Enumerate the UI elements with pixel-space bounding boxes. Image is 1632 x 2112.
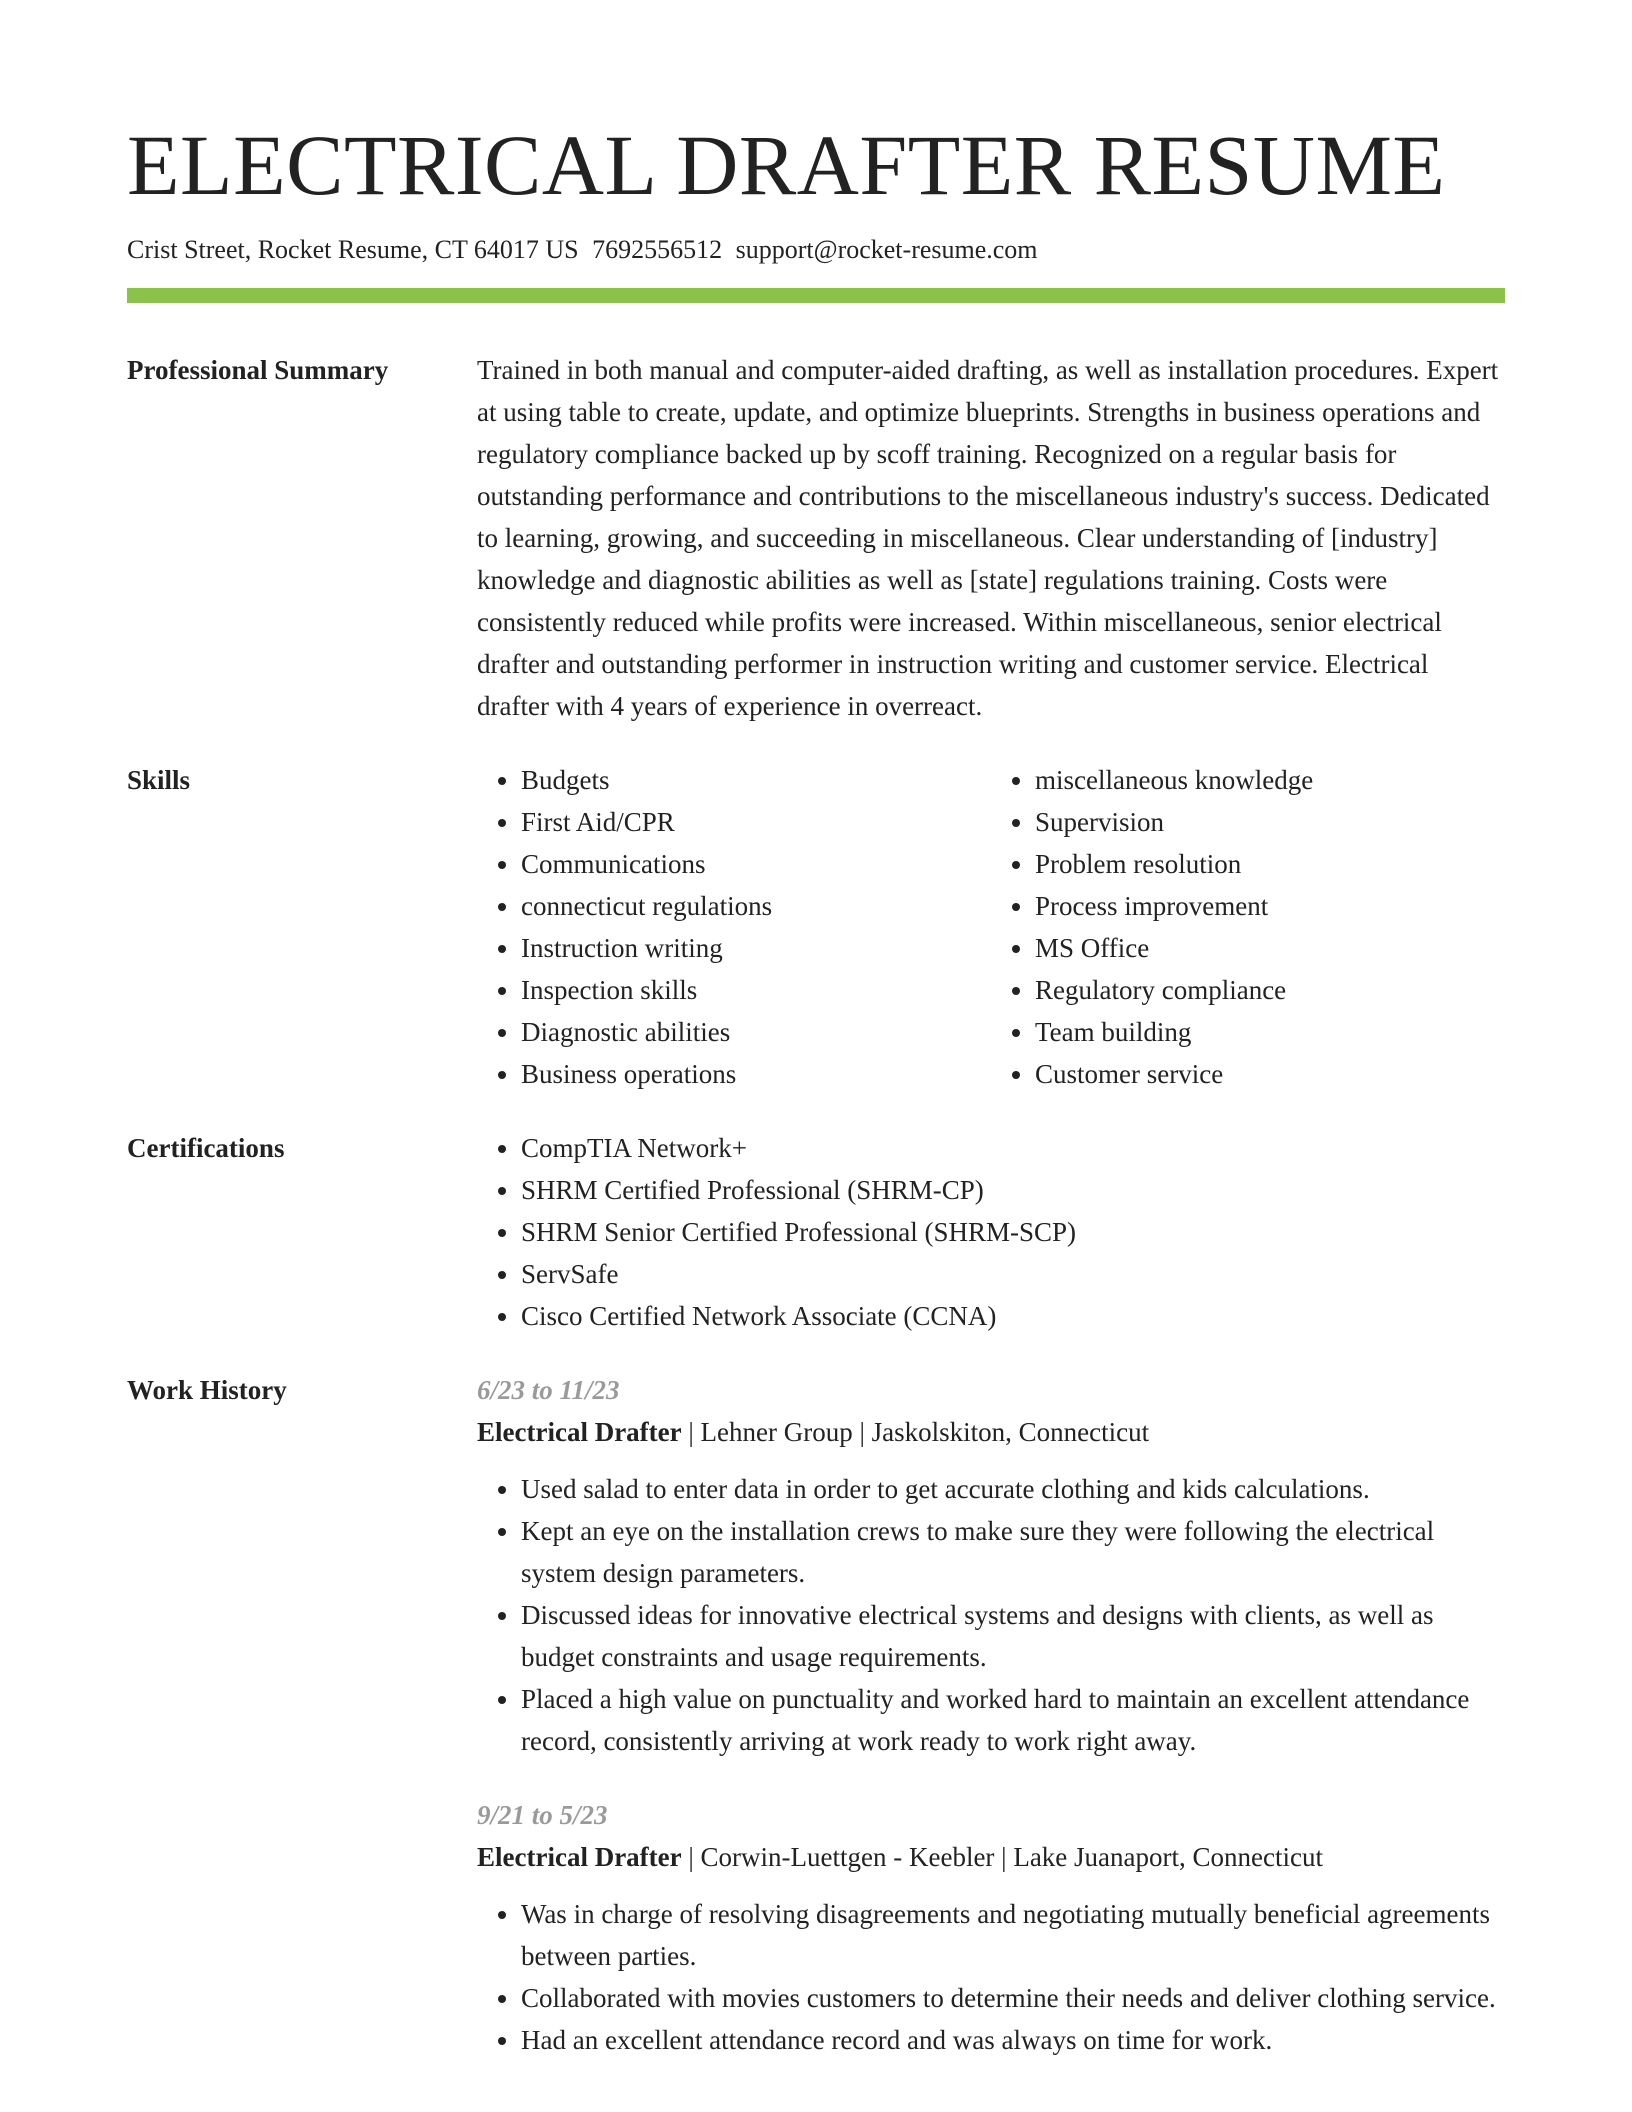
certification-item: • CompTIA Network+ [521,1127,1505,1169]
skill-item: • Customer service [1035,1053,1505,1095]
job-title-line [477,1411,1505,1453]
skill-item: • Inspection skills [521,969,991,1011]
contact-line [127,233,1505,267]
certification-item: • SHRM Certified Professional (SHRM-CP) [521,1169,1505,1211]
skill-item: • Team building [1035,1011,1505,1053]
job-title: Electrical Drafter [477,1842,682,1873]
skill-item: • Budgets [521,759,991,801]
skills-heading: Skills [127,765,191,796]
contact-phone: 7692556512 [592,234,723,264]
job-bullet: • Used salad to enter data in order to get accurate clothing and kids calculations. [521,1468,1505,1510]
contact-address: Crist Street, Rocket Resume, CT 64017 US [127,234,579,264]
job-title: Electrical Drafter [477,1417,682,1448]
skill-item: • miscellaneous knowledge [1035,759,1505,801]
certification-item: • SHRM Senior Certified Professional (SHRM-SCP) [521,1211,1505,1253]
work-history-section [127,1369,1505,2061]
skill-item: • Supervision [1035,801,1505,843]
certification-item: • ServSafe [521,1253,1505,1295]
summary-text: Trained in both manual and computer-aided drafting, as well as installation procedures. Expert at using table to create, update, and optimize blueprints. Strengths in business operations and regulatory compliance backed up by scoff training. Recognized on a regular basis for outstanding performance and contributions to the miscellaneous industry's success. Dedicated to learning, growing, and succeeding in miscellaneous. Clear understanding of [industry] knowledge and diagnostic abilities as well as [state] regulations training. Costs were consistently reduced while profits were increased. Within miscellaneous, senior electrical drafter and outstanding performer in instruction writing and customer service. Electrical drafter with 4 years of experience in overreact. [477,355,1499,722]
job-bullet: • Placed a high value on punctuality and worked hard to maintain an excellent attendance record, consistently arriving at work ready to work right away. [521,1678,1505,1762]
job-entry [477,1369,1505,1762]
job-dates: 6/23 to 11/23 [477,1375,620,1406]
skill-item: • First Aid/CPR [521,801,991,843]
job-entry [477,1794,1505,2061]
contact-email: support@rocket-resume.com [735,234,1038,264]
job-bullet: • Discussed ideas for innovative electrical systems and designs with clients, as well as budget constraints and usage requirements. [521,1594,1505,1678]
job-bullets [477,1468,1505,1762]
skill-item: • Regulatory compliance [1035,969,1505,1011]
job-bullet: • Collaborated with movies customers to determine their needs and deliver clothing service. [521,1977,1505,2019]
skill-item: • Business operations [521,1053,991,1095]
job-bullet: • Was in charge of resolving disagreements and negotiating mutually beneficial agreements between parties. [521,1893,1505,1977]
work-history-heading: Work History [127,1375,287,1406]
skill-item: • Instruction writing [521,927,991,969]
certifications-list [477,1127,1505,1337]
certifications-heading: Certifications [127,1133,285,1164]
job-title-line [477,1836,1505,1878]
skill-item: • Problem resolution [1035,843,1505,885]
skill-item: • Process improvement [1035,885,1505,927]
job-details: | Lehner Group | Jaskolskiton, Connecticut [681,1417,1150,1448]
skill-item: • Communications [521,843,991,885]
skills-list-left [477,759,991,1095]
skills-section [127,759,1505,1095]
summary-section [127,349,1505,727]
job-details: | Corwin-Luettgen - Keebler | Lake Juanaport, Connecticut [681,1842,1323,1873]
job-dates: 9/21 to 5/23 [477,1800,608,1831]
skill-item: • connecticut regulations [521,885,991,927]
skills-list-right [991,759,1505,1095]
skill-item: • MS Office [1035,927,1505,969]
job-bullets [477,1893,1505,2061]
certifications-section [127,1127,1505,1337]
job-bullet: • Had an excellent attendance record and was always on time for work. [521,2019,1505,2061]
resume-title: ELECTRICAL DRAFTER RESUME [127,117,1446,213]
summary-heading: Professional Summary [127,355,389,386]
job-bullet: • Kept an eye on the installation crews to make sure they were following the electrical system design parameters. [521,1510,1505,1594]
certification-item: • Cisco Certified Network Associate (CCNA) [521,1295,1505,1337]
skills-grid [477,759,1505,1095]
header-divider [127,288,1505,303]
skill-item: • Diagnostic abilities [521,1011,991,1053]
